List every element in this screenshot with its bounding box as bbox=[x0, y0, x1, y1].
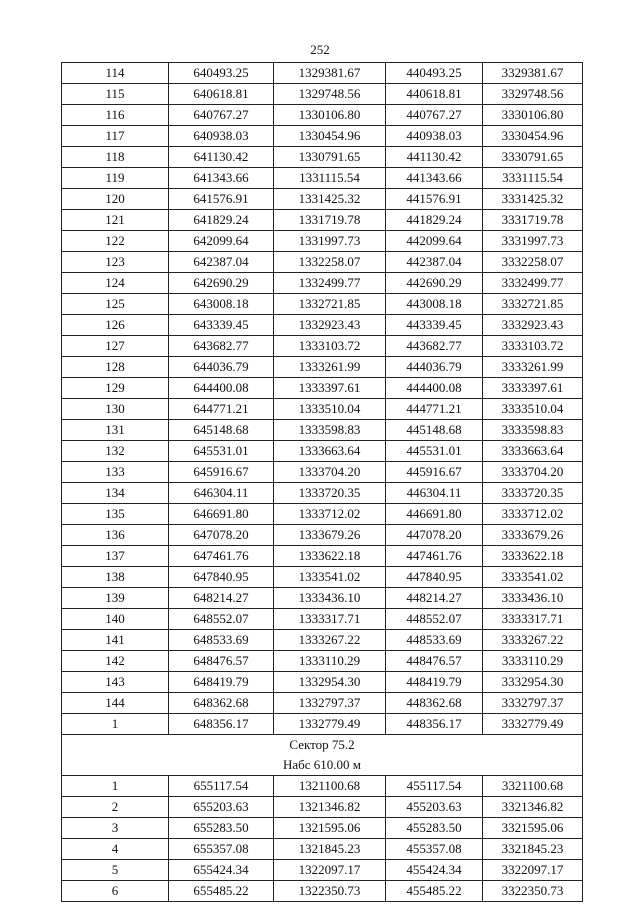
coord-y1-cell: 1333622.18 bbox=[274, 546, 386, 567]
coord-y1-cell: 1330106.80 bbox=[274, 105, 386, 126]
table-row bbox=[62, 630, 583, 651]
coord-y1-cell: 1332779.49 bbox=[274, 714, 386, 735]
table-row bbox=[62, 336, 583, 357]
coord-y2-cell: 3331115.54 bbox=[483, 168, 583, 189]
section-row bbox=[62, 735, 583, 776]
section-title: Сектор 75.2 bbox=[289, 737, 355, 752]
coord-x1-cell: 648533.69 bbox=[169, 630, 274, 651]
coord-y2-cell: 3333261.99 bbox=[483, 357, 583, 378]
point-number-cell: 133 bbox=[62, 462, 169, 483]
table-row bbox=[62, 567, 583, 588]
point-number-cell: 134 bbox=[62, 483, 169, 504]
coordinates-table bbox=[61, 62, 583, 902]
coord-y2-cell: 3321100.68 bbox=[483, 776, 583, 797]
point-number-cell: 1 bbox=[62, 776, 169, 797]
coord-x2-cell: 442099.64 bbox=[386, 231, 483, 252]
coord-y1-cell: 1333110.29 bbox=[274, 651, 386, 672]
coord-x1-cell: 644400.08 bbox=[169, 378, 274, 399]
point-number-cell: 140 bbox=[62, 609, 169, 630]
coord-y1-cell: 1331425.32 bbox=[274, 189, 386, 210]
coord-y1-cell: 1330454.96 bbox=[274, 126, 386, 147]
coord-x1-cell: 643682.77 bbox=[169, 336, 274, 357]
coord-x1-cell: 641829.24 bbox=[169, 210, 274, 231]
coord-y2-cell: 3333663.64 bbox=[483, 441, 583, 462]
point-number-cell: 126 bbox=[62, 315, 169, 336]
coord-y2-cell: 3329381.67 bbox=[483, 63, 583, 84]
coord-x1-cell: 647461.76 bbox=[169, 546, 274, 567]
coord-x2-cell: 447461.76 bbox=[386, 546, 483, 567]
coord-y2-cell: 3332923.43 bbox=[483, 315, 583, 336]
table-row bbox=[62, 441, 583, 462]
coord-x1-cell: 641343.66 bbox=[169, 168, 274, 189]
table-row bbox=[62, 525, 583, 546]
coord-x2-cell: 448362.68 bbox=[386, 693, 483, 714]
coord-x2-cell: 442387.04 bbox=[386, 252, 483, 273]
table-row bbox=[62, 315, 583, 336]
coord-x2-cell: 455283.50 bbox=[386, 818, 483, 839]
coord-x1-cell: 655357.08 bbox=[169, 839, 274, 860]
coord-y1-cell: 1321100.68 bbox=[274, 776, 386, 797]
table-row bbox=[62, 839, 583, 860]
point-number-cell: 131 bbox=[62, 420, 169, 441]
coord-x2-cell: 446691.80 bbox=[386, 504, 483, 525]
coord-x2-cell: 455117.54 bbox=[386, 776, 483, 797]
coord-y1-cell: 1333267.22 bbox=[274, 630, 386, 651]
point-number-cell: 139 bbox=[62, 588, 169, 609]
coord-x1-cell: 646304.11 bbox=[169, 483, 274, 504]
coord-y1-cell: 1329748.56 bbox=[274, 84, 386, 105]
coord-y1-cell: 1333598.83 bbox=[274, 420, 386, 441]
coord-y1-cell: 1331115.54 bbox=[274, 168, 386, 189]
point-number-cell: 132 bbox=[62, 441, 169, 462]
coord-x1-cell: 644771.21 bbox=[169, 399, 274, 420]
coord-x1-cell: 646691.80 bbox=[169, 504, 274, 525]
point-number-cell: 3 bbox=[62, 818, 169, 839]
coord-y2-cell: 3332797.37 bbox=[483, 693, 583, 714]
table-row bbox=[62, 693, 583, 714]
coord-x2-cell: 441130.42 bbox=[386, 147, 483, 168]
coord-y1-cell: 1332954.30 bbox=[274, 672, 386, 693]
table-row bbox=[62, 860, 583, 881]
point-number-cell: 122 bbox=[62, 231, 169, 252]
coord-y1-cell: 1321595.06 bbox=[274, 818, 386, 839]
coord-y1-cell: 1321845.23 bbox=[274, 839, 386, 860]
coord-x2-cell: 448533.69 bbox=[386, 630, 483, 651]
coord-x1-cell: 648362.68 bbox=[169, 693, 274, 714]
page-number: 252 bbox=[310, 42, 330, 57]
point-number-cell: 136 bbox=[62, 525, 169, 546]
point-number-cell: 125 bbox=[62, 294, 169, 315]
coord-x1-cell: 645916.67 bbox=[169, 462, 274, 483]
point-number-cell: 118 bbox=[62, 147, 169, 168]
point-number-cell: 115 bbox=[62, 84, 169, 105]
coord-y2-cell: 3333317.71 bbox=[483, 609, 583, 630]
coord-x2-cell: 455203.63 bbox=[386, 797, 483, 818]
coord-x1-cell: 648214.27 bbox=[169, 588, 274, 609]
coord-x2-cell: 440493.25 bbox=[386, 63, 483, 84]
coord-y2-cell: 3321595.06 bbox=[483, 818, 583, 839]
coord-y2-cell: 3333436.10 bbox=[483, 588, 583, 609]
table-row bbox=[62, 420, 583, 441]
coord-x1-cell: 648552.07 bbox=[169, 609, 274, 630]
coord-y2-cell: 3333103.72 bbox=[483, 336, 583, 357]
coord-x1-cell: 640618.81 bbox=[169, 84, 274, 105]
table-row bbox=[62, 357, 583, 378]
coord-x1-cell: 642387.04 bbox=[169, 252, 274, 273]
coord-y2-cell: 3332499.77 bbox=[483, 273, 583, 294]
coord-y2-cell: 3333397.61 bbox=[483, 378, 583, 399]
section-cell bbox=[62, 735, 583, 776]
table-row bbox=[62, 210, 583, 231]
table-row bbox=[62, 189, 583, 210]
table-row bbox=[62, 672, 583, 693]
coord-x2-cell: 443682.77 bbox=[386, 336, 483, 357]
point-number-cell: 143 bbox=[62, 672, 169, 693]
table-row bbox=[62, 147, 583, 168]
coordinates-rows-bottom bbox=[62, 776, 583, 902]
coord-x2-cell: 446304.11 bbox=[386, 483, 483, 504]
coord-y2-cell: 3333267.22 bbox=[483, 630, 583, 651]
table-row bbox=[62, 881, 583, 902]
coord-x1-cell: 640938.03 bbox=[169, 126, 274, 147]
coord-x1-cell: 655203.63 bbox=[169, 797, 274, 818]
point-number-cell: 121 bbox=[62, 210, 169, 231]
section-header bbox=[62, 735, 583, 776]
table-row bbox=[62, 399, 583, 420]
coord-y2-cell: 3331425.32 bbox=[483, 189, 583, 210]
point-number-cell: 137 bbox=[62, 546, 169, 567]
coord-y2-cell: 3330791.65 bbox=[483, 147, 583, 168]
table-row bbox=[62, 546, 583, 567]
coord-y1-cell: 1333712.02 bbox=[274, 504, 386, 525]
coord-y1-cell: 1322097.17 bbox=[274, 860, 386, 881]
coord-x1-cell: 647078.20 bbox=[169, 525, 274, 546]
coord-x1-cell: 645531.01 bbox=[169, 441, 274, 462]
coord-y1-cell: 1333720.35 bbox=[274, 483, 386, 504]
coord-y2-cell: 3333510.04 bbox=[483, 399, 583, 420]
table-row bbox=[62, 294, 583, 315]
coord-x2-cell: 440938.03 bbox=[386, 126, 483, 147]
point-number-cell: 4 bbox=[62, 839, 169, 860]
coord-y1-cell: 1332721.85 bbox=[274, 294, 386, 315]
point-number-cell: 120 bbox=[62, 189, 169, 210]
coord-y1-cell: 1321346.82 bbox=[274, 797, 386, 818]
point-number-cell: 117 bbox=[62, 126, 169, 147]
point-number-cell: 144 bbox=[62, 693, 169, 714]
table-row bbox=[62, 776, 583, 797]
coord-x2-cell: 455485.22 bbox=[386, 881, 483, 902]
table-row bbox=[62, 651, 583, 672]
point-number-cell: 127 bbox=[62, 336, 169, 357]
coord-x1-cell: 648419.79 bbox=[169, 672, 274, 693]
coord-y1-cell: 1322350.73 bbox=[274, 881, 386, 902]
coord-x1-cell: 645148.68 bbox=[169, 420, 274, 441]
point-number-cell: 5 bbox=[62, 860, 169, 881]
coord-x1-cell: 643339.45 bbox=[169, 315, 274, 336]
coord-x1-cell: 641576.91 bbox=[169, 189, 274, 210]
coord-x2-cell: 447840.95 bbox=[386, 567, 483, 588]
section-height: Набс 610.00 м bbox=[282, 757, 362, 772]
coord-y2-cell: 3333704.20 bbox=[483, 462, 583, 483]
point-number-cell: 123 bbox=[62, 252, 169, 273]
coord-x1-cell: 648356.17 bbox=[169, 714, 274, 735]
point-number-cell: 141 bbox=[62, 630, 169, 651]
coord-y1-cell: 1333261.99 bbox=[274, 357, 386, 378]
coord-x1-cell: 640493.25 bbox=[169, 63, 274, 84]
coord-y1-cell: 1333541.02 bbox=[274, 567, 386, 588]
coord-y2-cell: 3332258.07 bbox=[483, 252, 583, 273]
coord-y1-cell: 1333663.64 bbox=[274, 441, 386, 462]
point-number-cell: 138 bbox=[62, 567, 169, 588]
point-number-cell: 116 bbox=[62, 105, 169, 126]
coord-y2-cell: 3322097.17 bbox=[483, 860, 583, 881]
coord-y2-cell: 3333720.35 bbox=[483, 483, 583, 504]
table-row bbox=[62, 818, 583, 839]
coord-y2-cell: 3332779.49 bbox=[483, 714, 583, 735]
coord-y1-cell: 1332258.07 bbox=[274, 252, 386, 273]
table-row bbox=[62, 273, 583, 294]
coord-x2-cell: 443339.45 bbox=[386, 315, 483, 336]
coord-y1-cell: 1331997.73 bbox=[274, 231, 386, 252]
table-row bbox=[62, 714, 583, 735]
coord-x2-cell: 448356.17 bbox=[386, 714, 483, 735]
coord-y2-cell: 3331997.73 bbox=[483, 231, 583, 252]
point-number-cell: 130 bbox=[62, 399, 169, 420]
coord-y2-cell: 3332721.85 bbox=[483, 294, 583, 315]
coord-y1-cell: 1333397.61 bbox=[274, 378, 386, 399]
coord-x1-cell: 648476.57 bbox=[169, 651, 274, 672]
coord-x2-cell: 441343.66 bbox=[386, 168, 483, 189]
coord-x1-cell: 641130.42 bbox=[169, 147, 274, 168]
coord-x2-cell: 440618.81 bbox=[386, 84, 483, 105]
table-row bbox=[62, 105, 583, 126]
coord-y2-cell: 3321845.23 bbox=[483, 839, 583, 860]
table-row bbox=[62, 483, 583, 504]
coord-x2-cell: 441829.24 bbox=[386, 210, 483, 231]
point-number-cell: 142 bbox=[62, 651, 169, 672]
point-number-cell: 114 bbox=[62, 63, 169, 84]
coord-x1-cell: 655485.22 bbox=[169, 881, 274, 902]
coord-y2-cell: 3321346.82 bbox=[483, 797, 583, 818]
coord-y2-cell: 3333110.29 bbox=[483, 651, 583, 672]
coord-x2-cell: 448214.27 bbox=[386, 588, 483, 609]
table-row bbox=[62, 63, 583, 84]
coord-x1-cell: 647840.95 bbox=[169, 567, 274, 588]
coord-x2-cell: 448419.79 bbox=[386, 672, 483, 693]
table-row bbox=[62, 231, 583, 252]
coord-y2-cell: 3333541.02 bbox=[483, 567, 583, 588]
coord-x1-cell: 642690.29 bbox=[169, 273, 274, 294]
table-row bbox=[62, 378, 583, 399]
coord-x1-cell: 644036.79 bbox=[169, 357, 274, 378]
coord-x1-cell: 655283.50 bbox=[169, 818, 274, 839]
coord-x1-cell: 655424.34 bbox=[169, 860, 274, 881]
table-row bbox=[62, 84, 583, 105]
coord-y2-cell: 3329748.56 bbox=[483, 84, 583, 105]
table-row bbox=[62, 168, 583, 189]
table-row bbox=[62, 797, 583, 818]
coord-y1-cell: 1333436.10 bbox=[274, 588, 386, 609]
coord-x2-cell: 444400.08 bbox=[386, 378, 483, 399]
coord-y1-cell: 1330791.65 bbox=[274, 147, 386, 168]
coord-x2-cell: 455424.34 bbox=[386, 860, 483, 881]
coord-y2-cell: 3333622.18 bbox=[483, 546, 583, 567]
coord-y2-cell: 3333598.83 bbox=[483, 420, 583, 441]
point-number-cell: 135 bbox=[62, 504, 169, 525]
coord-y1-cell: 1333704.20 bbox=[274, 462, 386, 483]
coord-x2-cell: 448552.07 bbox=[386, 609, 483, 630]
coord-y2-cell: 3331719.78 bbox=[483, 210, 583, 231]
point-number-cell: 119 bbox=[62, 168, 169, 189]
point-number-cell: 124 bbox=[62, 273, 169, 294]
point-number-cell: 128 bbox=[62, 357, 169, 378]
coord-y2-cell: 3332954.30 bbox=[483, 672, 583, 693]
coord-x2-cell: 440767.27 bbox=[386, 105, 483, 126]
coord-y1-cell: 1331719.78 bbox=[274, 210, 386, 231]
coord-y2-cell: 3322350.73 bbox=[483, 881, 583, 902]
coord-y2-cell: 3333712.02 bbox=[483, 504, 583, 525]
coord-y2-cell: 3333679.26 bbox=[483, 525, 583, 546]
coord-x1-cell: 655117.54 bbox=[169, 776, 274, 797]
coord-x2-cell: 447078.20 bbox=[386, 525, 483, 546]
coord-x2-cell: 448476.57 bbox=[386, 651, 483, 672]
table-row bbox=[62, 504, 583, 525]
coord-x2-cell: 444036.79 bbox=[386, 357, 483, 378]
coord-y2-cell: 3330106.80 bbox=[483, 105, 583, 126]
coord-y2-cell: 3330454.96 bbox=[483, 126, 583, 147]
coord-y1-cell: 1333103.72 bbox=[274, 336, 386, 357]
point-number-cell: 6 bbox=[62, 881, 169, 902]
point-number-cell: 2 bbox=[62, 797, 169, 818]
coord-y1-cell: 1332499.77 bbox=[274, 273, 386, 294]
coord-x1-cell: 643008.18 bbox=[169, 294, 274, 315]
coord-y1-cell: 1332923.43 bbox=[274, 315, 386, 336]
coord-x2-cell: 441576.91 bbox=[386, 189, 483, 210]
coord-y1-cell: 1333510.04 bbox=[274, 399, 386, 420]
coord-x2-cell: 442690.29 bbox=[386, 273, 483, 294]
table-row bbox=[62, 126, 583, 147]
coord-x2-cell: 455357.08 bbox=[386, 839, 483, 860]
coord-x2-cell: 443008.18 bbox=[386, 294, 483, 315]
coord-x2-cell: 445531.01 bbox=[386, 441, 483, 462]
point-number-cell: 1 bbox=[62, 714, 169, 735]
coord-y1-cell: 1333679.26 bbox=[274, 525, 386, 546]
table-row bbox=[62, 588, 583, 609]
point-number-cell: 129 bbox=[62, 378, 169, 399]
coord-x2-cell: 445148.68 bbox=[386, 420, 483, 441]
coordinates-rows-top bbox=[62, 63, 583, 735]
coord-x2-cell: 444771.21 bbox=[386, 399, 483, 420]
coord-y1-cell: 1329381.67 bbox=[274, 63, 386, 84]
table-row bbox=[62, 252, 583, 273]
coord-x1-cell: 640767.27 bbox=[169, 105, 274, 126]
coord-y1-cell: 1333317.71 bbox=[274, 609, 386, 630]
coord-y1-cell: 1332797.37 bbox=[274, 693, 386, 714]
coord-x1-cell: 642099.64 bbox=[169, 231, 274, 252]
table-row bbox=[62, 462, 583, 483]
coord-x2-cell: 445916.67 bbox=[386, 462, 483, 483]
table-row bbox=[62, 609, 583, 630]
